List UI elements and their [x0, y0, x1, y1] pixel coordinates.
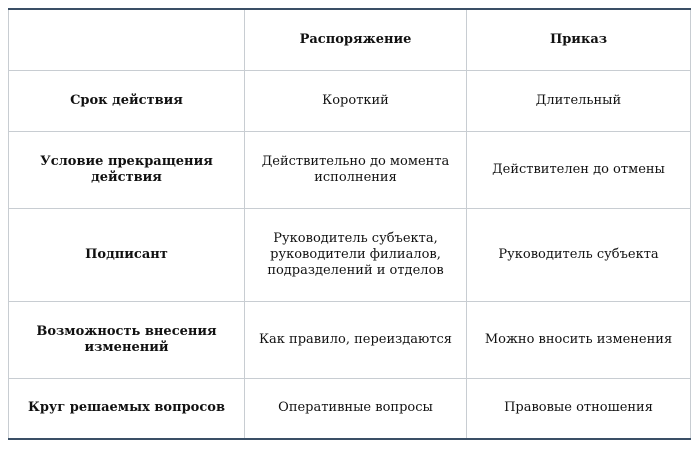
table-row	[9, 378, 691, 439]
comparison-table-container	[8, 8, 690, 440]
cell-directive-duration: Короткий	[245, 70, 467, 131]
cell-decree-termination: Действителен до отмены	[467, 131, 691, 208]
cell-directive-termination: Действительно до момента исполнения	[245, 131, 467, 208]
row-label-termination: Условие прекращения действия	[9, 131, 245, 208]
cell-decree-scope: Правовые отношения	[467, 378, 691, 439]
table-row	[9, 131, 691, 208]
cell-directive-amendments: Как правило, переиздаются	[245, 301, 467, 378]
table-row	[9, 301, 691, 378]
cell-directive-signatory: Руководитель субъекта, руководители филиалов, подразделений и отделов	[245, 208, 467, 301]
cell-decree-amendments: Можно вносить изменения	[467, 301, 691, 378]
table-row	[9, 208, 691, 301]
table-header-row	[9, 9, 691, 70]
row-label-scope: Круг решаемых вопросов	[9, 378, 245, 439]
row-label-duration: Срок действия	[9, 70, 245, 131]
cell-directive-scope: Оперативные вопросы	[245, 378, 467, 439]
cell-decree-duration: Длительный	[467, 70, 691, 131]
header-order-decree: Приказ	[467, 9, 691, 70]
row-label-amendments: Возможность внесения изменений	[9, 301, 245, 378]
row-label-signatory: Подписант	[9, 208, 245, 301]
header-order-directive: Распоряжение	[245, 9, 467, 70]
header-corner-cell	[9, 9, 245, 70]
comparison-table	[8, 8, 691, 440]
cell-decree-signatory: Руководитель субъекта	[467, 208, 691, 301]
table-row	[9, 70, 691, 131]
